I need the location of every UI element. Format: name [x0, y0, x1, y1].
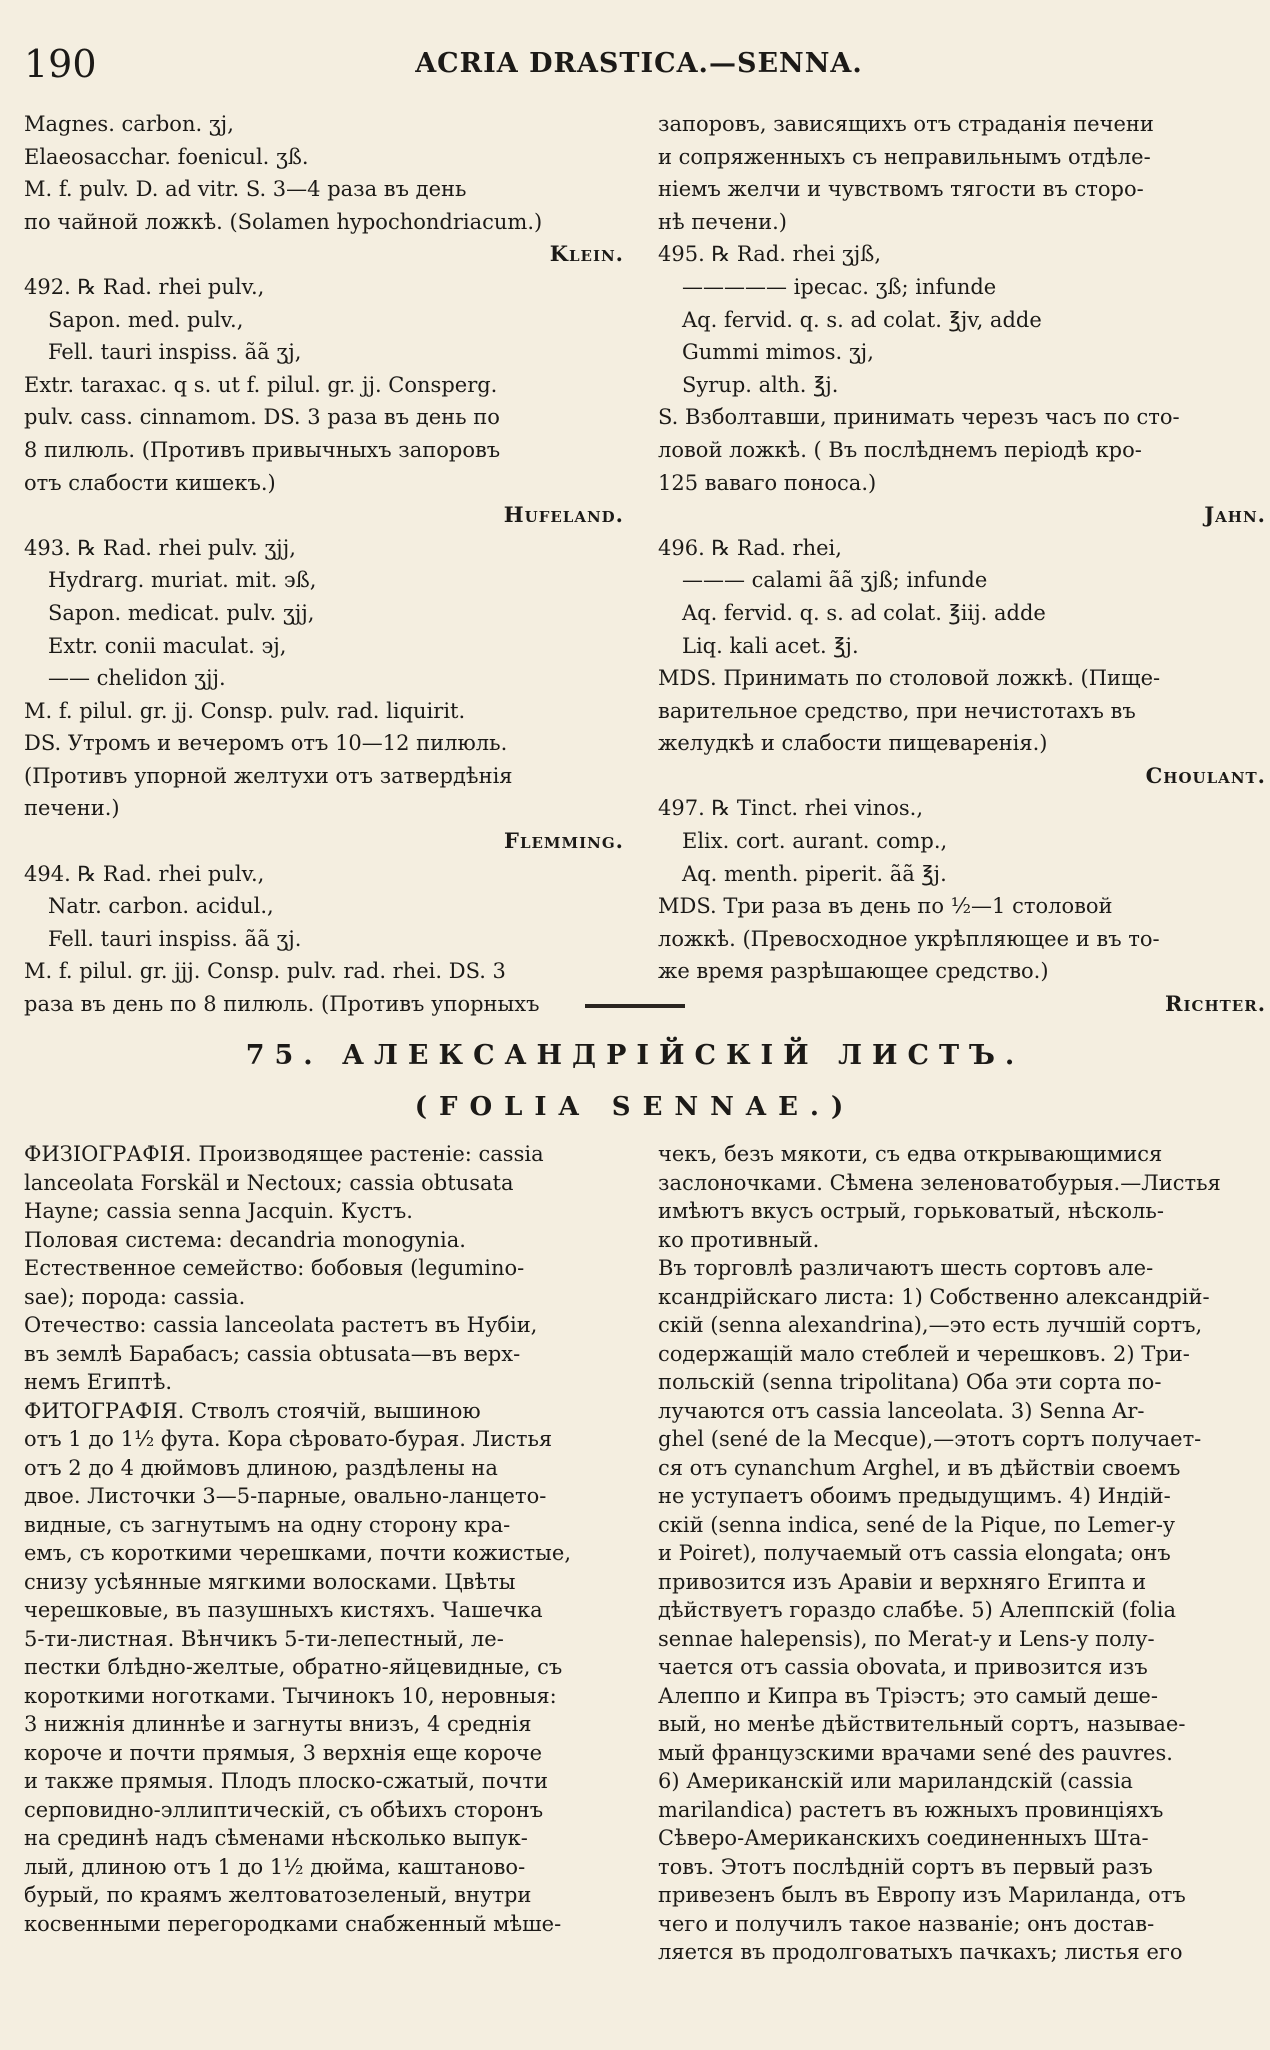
recipe-heading: 492. ℞ Rad. rhei pulv., — [24, 274, 265, 299]
text-line: бурый, по краямъ желтоватозеленый, внутри — [24, 1883, 532, 1907]
text-line: ляется въ продолговатыхъ пачкахъ; листья его — [658, 1940, 1183, 1964]
author-signature: Hufeland. — [503, 502, 624, 528]
text-line: Liq. kali acet. ℥j. — [682, 633, 859, 658]
text-line: ФИТОГРАФІЯ. Стволъ стоячій, вышиною — [24, 1398, 481, 1423]
text-line: нѣ печени.) — [658, 209, 787, 234]
recipe-heading: 496. ℞ Rad. rhei, — [658, 535, 842, 560]
text-line: Syrup. alth. ℥j. — [682, 372, 839, 397]
text-line: и также прямыя. Плодъ плоско-сжатый, почти — [24, 1769, 548, 1793]
text-line: имѣютъ вкусъ острый, горьковатый, нѣсколь- — [658, 1199, 1164, 1223]
text-line: 6) Американскій или мариландскій (cassia — [658, 1769, 1133, 1793]
text-line: ————— ipecac. ʒß; infunde — [682, 274, 997, 299]
text-line: лый, длиною отъ 1 до 1½ дюйма, каштаново- — [24, 1854, 526, 1879]
text-line: ксандрійскаго листа: 1) Собственно александрій- — [658, 1284, 1210, 1309]
author-signature: Jahn. — [1204, 502, 1266, 528]
page-header — [18, 42, 1260, 88]
text-line: ——— calami ãã ʒjß; infunde — [682, 568, 988, 593]
section-title: 75. АЛЕКСАНДРІЙСКІЙ ЛИСТЪ. — [245, 1040, 1025, 1071]
text-line: польскій (senna tripolitana) Оба эти сорта по- — [658, 1370, 1162, 1394]
text-line: ghel (sené de la Mecque),—этотъ сортъ получает- — [658, 1427, 1202, 1451]
recipe-heading: 495. ℞ Rad. rhei ʒjß, — [658, 242, 881, 267]
text-line: Natr. carbon. acidul., — [48, 894, 274, 919]
text-line: же время разрѣшающее средство.) — [658, 959, 1049, 984]
text-line: по чайной ложкѣ. (Solamen hypochondriacum.) — [24, 209, 543, 234]
text-line: Алеппо и Кипра въ Тріэстъ; это самый деше- — [658, 1683, 1158, 1708]
author-signature: Klein. — [549, 241, 624, 267]
text-line: ложкѣ. (Превосходное укрѣпляющее и въ то- — [658, 926, 1160, 951]
section-subtitle: (FOLIA SENNAE.) — [414, 1092, 856, 1122]
text-line: серповидно-эллиптическій, съ обѣихъ сторонъ — [24, 1797, 544, 1822]
text-line: отъ слабости кишекъ.) — [24, 470, 276, 495]
text-line: чего и получилъ такое названіе; онъ достав- — [658, 1911, 1155, 1936]
text-line: отъ 1 до 1½ фута. Кора сѣровато-бурая. Листья — [24, 1427, 553, 1451]
text-line: ся отъ cynanchum Arghel, и въ дѣйствіи своемъ — [658, 1455, 1181, 1480]
text-line: sennae halepensis), по Merat-y и Lens-y полу- — [658, 1626, 1155, 1651]
text-line: Aq. fervid. q. s. ad colat. ℥iij. adde — [682, 600, 1046, 625]
text-line: M. f. pulv. D. ad vitr. S. 3—4 раза въ день — [24, 177, 467, 202]
text-line: короче и почти прямыя, 3 верхнія еще короче — [24, 1740, 543, 1765]
recipe-heading: 493. ℞ Rad. rhei pulv. ʒjj, — [24, 535, 296, 560]
text-line: снизу усѣянные мягкими волосками. Цвѣты — [24, 1569, 516, 1594]
text-line: Magnes. carbon. ʒj, — [24, 112, 234, 136]
text-line: не уступаетъ обоимъ предыдущимъ. 4) Индій- — [658, 1484, 1171, 1508]
text-line: Fell. tauri inspiss. ãã ʒj. — [48, 926, 302, 951]
text-line: заслоночками. Сѣмена зеленоватобурыя.—Листья — [658, 1170, 1221, 1195]
left-column — [24, 108, 624, 1021]
text-line: содержащій мало стеблей и черешковъ. 2) Три- — [658, 1341, 1190, 1366]
text-line: отъ 2 до 4 дюймовъ длиною, раздѣлены на — [24, 1455, 498, 1480]
text-line: и Poiret), получаемый отъ cassia elongata; онъ — [658, 1541, 1171, 1565]
text-line: pulv. cass. cinnamom. DS. 3 раза въ день по — [24, 405, 500, 430]
text-line: 3 нижнія длиннѣе и загнуты внизъ, 4 среднія — [24, 1712, 532, 1736]
text-line: на срединѣ надъ сѣменами нѣсколько выпук- — [24, 1826, 528, 1850]
text-line: 8 пилюль. (Противъ привычныхъ запоровъ — [24, 437, 501, 462]
running-title: ACRIA DRASTICA.—SENNA. — [415, 48, 863, 79]
text-line: скій (senna indica, sené de la Pique, по Lemer-y — [658, 1512, 1175, 1537]
text-line: въ землѣ Барабасъ; cassia obtusata—въ верх- — [24, 1341, 521, 1366]
bottom-right-column — [658, 1140, 1266, 1967]
text-line: Elix. cort. aurant. comp., — [682, 829, 948, 854]
text-line: Естественное семейство: бобовыя (legumino- — [24, 1256, 525, 1280]
text-line: Gummi mimos. ʒj, — [682, 340, 874, 365]
text-line: Aq. menth. piperit. ãã ℥j. — [682, 861, 947, 886]
text-line: Extr. taraxac. q s. ut f. pilul. gr. jj. Consperg. — [24, 372, 498, 397]
text-line: sae); порода: cassia. — [24, 1284, 246, 1309]
text-line: короткими ноготками. Тычинокъ 10, неровныя: — [24, 1683, 557, 1708]
text-line: (Противъ упорной желтухи отъ затвердѣнія — [24, 763, 513, 788]
text-line: чекъ, безъ мякоти, съ едва открывающимися — [658, 1142, 1163, 1166]
text-line: варительное средство, при нечистотахъ въ — [658, 698, 1136, 723]
author-signature: Choulant. — [1145, 762, 1266, 788]
text-line: 125 ваваго поноса.) — [658, 470, 877, 495]
text-line: S. Взболтавши, принимать черезъ часъ по сто- — [658, 405, 1180, 430]
text-line: DS. Утромъ и вечеромъ отъ 10—12 пилюль. — [24, 731, 508, 756]
text-line: ко противный. — [658, 1227, 820, 1252]
text-line: Sapon. medicat. pulv. ʒjj, — [48, 600, 315, 625]
recipe-heading: 494. ℞ Rad. rhei pulv., — [24, 861, 265, 886]
text-line: Сѣверо-Американскихъ соединенныхъ Шта- — [658, 1826, 1149, 1850]
text-line: MDS. Три раза въ день по ½—1 столовой — [658, 894, 1113, 919]
text-line: желудкѣ и слабости пищеваренія.) — [658, 731, 1048, 756]
text-line: Extr. conii maculat. ϶j, — [48, 633, 287, 658]
text-line: ловой ложкѣ. ( Въ послѣднемъ періодѣ кро- — [658, 437, 1142, 462]
text-line: привезенъ былъ въ Европу изъ Мариланда, отъ — [658, 1883, 1186, 1907]
text-line: раза въ день по 8 пилюль. (Противъ упорныхъ — [24, 992, 540, 1017]
text-line: Fell. tauri inspiss. ãã ʒj, — [48, 340, 302, 365]
text-line: черешковые, въ пазушныхъ кистяхъ. Чашечка — [24, 1598, 543, 1622]
text-line: емъ, съ короткими черешками, почти кожистые, — [24, 1541, 571, 1565]
text-line: marilandica) растетъ въ южныхъ провинціяхъ — [658, 1797, 1164, 1822]
author-signature: Richter. — [1165, 991, 1266, 1017]
text-line: пестки блѣдно-желтые, обратно-яйцевидные, съ — [24, 1655, 563, 1679]
text-line: печени.) — [24, 796, 120, 821]
text-line: ніемъ желчи и чувствомъ тягости въ сторо- — [658, 177, 1144, 202]
text-line: Aq. fervid. q. s. ad colat. ℥jv, adde — [682, 307, 1042, 332]
text-line: MDS. Принимать по столовой ложкѣ. (Пище- — [658, 666, 1161, 691]
text-line: Hydrarg. muriat. mit. ϶ß, — [48, 568, 317, 593]
text-line: двое. Листочки 3—5-парные, овально-ланцето- — [24, 1484, 547, 1508]
author-signature: Flemming. — [504, 828, 624, 854]
right-column — [658, 108, 1266, 1021]
text-line: скій (senna alexandrina),—это есть лучшій сортъ, — [658, 1313, 1203, 1337]
text-line: Hayne; cassia senna Jacquin. Кустъ. — [24, 1199, 413, 1223]
text-line: Sapon. med. pulv., — [48, 307, 244, 332]
text-line: Половая система: decandria monogynia. — [24, 1227, 466, 1252]
text-line: —— chelidon ʒjj. — [48, 666, 226, 691]
text-line: M. f. pilul. gr. jjj. Consp. pulv. rad. rhei. DS. 3 — [24, 959, 506, 984]
text-line: товъ. Этотъ послѣдній сортъ въ первый разъ — [658, 1854, 1153, 1879]
text-line: запоровъ, зависящихъ отъ страданія печени — [658, 112, 1154, 136]
text-line: вый, но менѣе дѣйствительный сортъ, называе- — [658, 1712, 1186, 1736]
text-line: привозится изъ Аравіи и верхняго Египта и — [658, 1569, 1147, 1594]
text-line: Отечество: cassia lanceolata растетъ въ Нубіи, — [24, 1313, 538, 1337]
text-line: чается отъ cassia obovata, и привозится изъ — [658, 1655, 1148, 1679]
page-number: 190 — [24, 42, 97, 86]
text-line: ФИЗІОГРАФІЯ. Производящее растеніе: cassia — [24, 1142, 544, 1166]
text-line: мый французскими врачами sené des pauvres. — [658, 1740, 1173, 1765]
text-line: видные, съ загнутымъ на одну сторону кра- — [24, 1512, 511, 1537]
text-line: lanceolata Forskäl и Nectoux; cassia obtusata — [24, 1170, 514, 1195]
text-line: дѣйствуетъ гораздо слабѣе. 5) Алеппскій (folia — [658, 1598, 1176, 1622]
recipe-heading: 497. ℞ Tinct. rhei vinos., — [658, 796, 923, 821]
text-line: M. f. pilul. gr. jj. Consp. pulv. rad. liquirit. — [24, 698, 466, 723]
text-line: и сопряженныхъ съ неправильнымъ отдѣле- — [658, 144, 1151, 169]
text-line: лучаются отъ cassia lanceolata. 3) Senna Ar- — [658, 1398, 1145, 1423]
text-line: Въ торговлѣ различаютъ шесть сортовъ але- — [658, 1256, 1154, 1280]
section-divider — [585, 1004, 685, 1008]
text-line: 5-ти-листная. Вѣнчикъ 5-ти-лепестный, ле- — [24, 1626, 504, 1651]
text-line: Elaeosacchar. foenicul. ʒß. — [24, 144, 309, 169]
bottom-left-column — [24, 1140, 632, 1938]
text-line: косвенными перегородками снабженный мѣше- — [24, 1911, 562, 1936]
text-line: немъ Египтѣ. — [24, 1370, 173, 1394]
